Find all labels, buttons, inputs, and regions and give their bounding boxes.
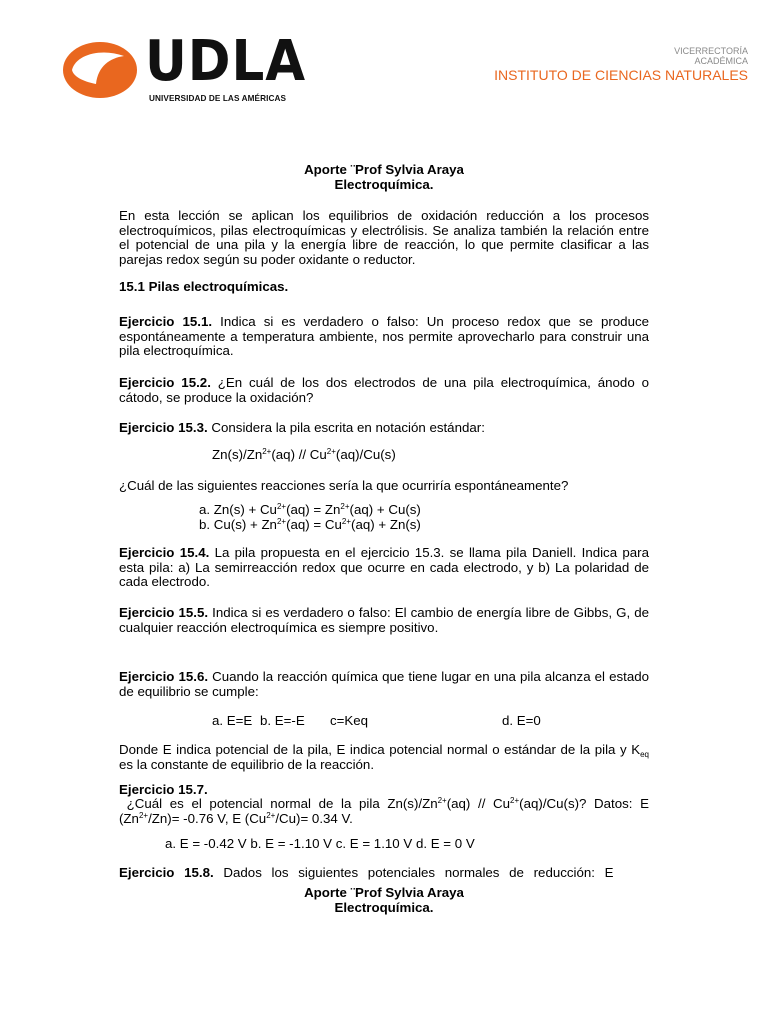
exercise-label: Ejercicio 15.6. [119, 669, 209, 684]
institute-header [494, 46, 748, 84]
exercise-text: Cuando la reacción química que tiene lugar en una pila alcanza el estado de equilibrio se cumple: [119, 669, 650, 699]
option-b: b. E=-E [260, 713, 305, 728]
footer-title-author: Aporte ¨Prof Sylvia Araya [304, 885, 464, 900]
institute-name: INSTITUTO DE CIENCIAS NATURALES [494, 67, 748, 83]
exercise-15-5 [119, 606, 649, 635]
note-text-1: Donde E indica potencial de la pila, E indica potencial normal o estándar de la pila y K [119, 742, 641, 757]
exercise-label: Ejercicio 15.1. [119, 314, 213, 329]
section-heading: 15.1 Pilas electroquímicas. [119, 279, 289, 294]
exercise-15-7-label: Ejercicio 15.7. [119, 782, 208, 797]
udla-logo [62, 29, 306, 108]
exercise-label: Ejercicio 15.2. [119, 375, 211, 390]
exercise-15-1 [119, 315, 649, 359]
exercise-text: Considera la pila escrita en notación estándar: [207, 420, 485, 435]
option-c: c=Keq [330, 713, 369, 728]
footer-title-subject: Electroquímica. [334, 899, 434, 915]
exercise-15-7-text: ¿Cuál es el potencial normal de la pila $Zn(s)/Zn^{2+}(aq) // Cu^{2+}(aq)/Cu(s)$? Datos: E $(Zn^{2+}/Zn)= -0.76$ V, E $(Cu^{2+}/Cu)= 0.34$ V. [119, 796, 649, 826]
option-d: d. E=0 [502, 713, 541, 728]
title-author: Aporte ¨Prof Sylvia Araya [304, 162, 464, 177]
reaction-option-a: a. $Zn(s) + Cu^{2+}(aq) = Zn^{2+}(aq) + Cu(s)$ [199, 502, 421, 517]
cell-notation: $Zn(s)/Zn^{2+}(aq) // Cu^{2+}(aq)/Cu(s)$ [212, 447, 396, 462]
exercise-label: Ejercicio 15.3. [119, 420, 208, 435]
footer-title [119, 886, 649, 915]
question-15-3: ¿Cuál de las siguientes reacciones sería la que ocurriría espontáneamente? [119, 478, 569, 493]
options-15-6 [212, 714, 649, 729]
keq-subscript: eq [640, 750, 649, 759]
udla-swoosh-icon [62, 40, 142, 100]
exercise-text: Indica si es verdadero o falso: Un proceso redox que se produce espontáneamente a temperatura ambiente, nos permite aprovecharlo para construir una pila electroquímica. [119, 314, 650, 358]
exercise-label: Ejercicio 15.4. [119, 545, 210, 560]
exercise-15-6 [119, 670, 649, 699]
title-subject: Electroquímica. [334, 176, 434, 192]
exercise-text: La pila propuesta en el ejercicio 15.3. se llama pila Daniell. Indica para esta pila: a) La semirreacción redox que ocurre en cada electrodo, y b) La polaridad de cada electrodo. [119, 545, 649, 589]
exercise-label: Ejercicio 15.8. [119, 865, 214, 880]
options-15-7: a. E = -0.42 V b. E = -1.10 V c. E = 1.10 V d. E = 0 V [165, 836, 475, 851]
doc-title [119, 163, 649, 192]
note-text-2: es la constante de equilibrio de la reacción. [119, 756, 375, 772]
reaction-option-b: b. $Cu(s) + Zn^{2+}(aq) = Cu^{2+}(aq) + Zn(s)$ [199, 516, 421, 532]
exercise-label: Ejercicio 15.5. [119, 605, 209, 620]
intro-paragraph: En esta lección se aplican los equilibrios de oxidación reducción a los procesos electroquímicos, pilas electroquímicas y electrólisis. Se analiza también la relación entre el potencial de una pila y la energía libre de reacción, lo que permite clasificar a las parejas redox según su poder oxidante o reductor. [119, 208, 649, 267]
exercise-text: Dados los siguientes potenciales normales de reducción: E [223, 865, 614, 880]
exercise-15-4 [119, 546, 649, 590]
exercise-15-2 [119, 376, 649, 405]
exercise-text: Indica si es verdadero o falso: El cambio de energía libre de Gibbs, G, de cualquier reacción electroquímica es siempre positivo. [119, 605, 650, 635]
vicerrectoria-label: VICERRECTORÍA [674, 46, 748, 56]
academica-label: ACADÉMICA [694, 56, 748, 66]
logo-wordmark: UDLA [145, 29, 306, 94]
note-15-6 [119, 743, 649, 772]
logo-subtitle: UNIVERSIDAD DE LAS AMÉRICAS [149, 94, 287, 103]
exercise-text: ¿En cuál de los dos electrodos de una pila electroquímica, ánodo o cátodo, se produce la oxidación? [119, 375, 649, 405]
option-a: a. E=E [212, 713, 253, 728]
exercise-15-3 [119, 421, 649, 436]
exercise-15-8 [119, 866, 649, 881]
reaction-options [199, 503, 649, 532]
